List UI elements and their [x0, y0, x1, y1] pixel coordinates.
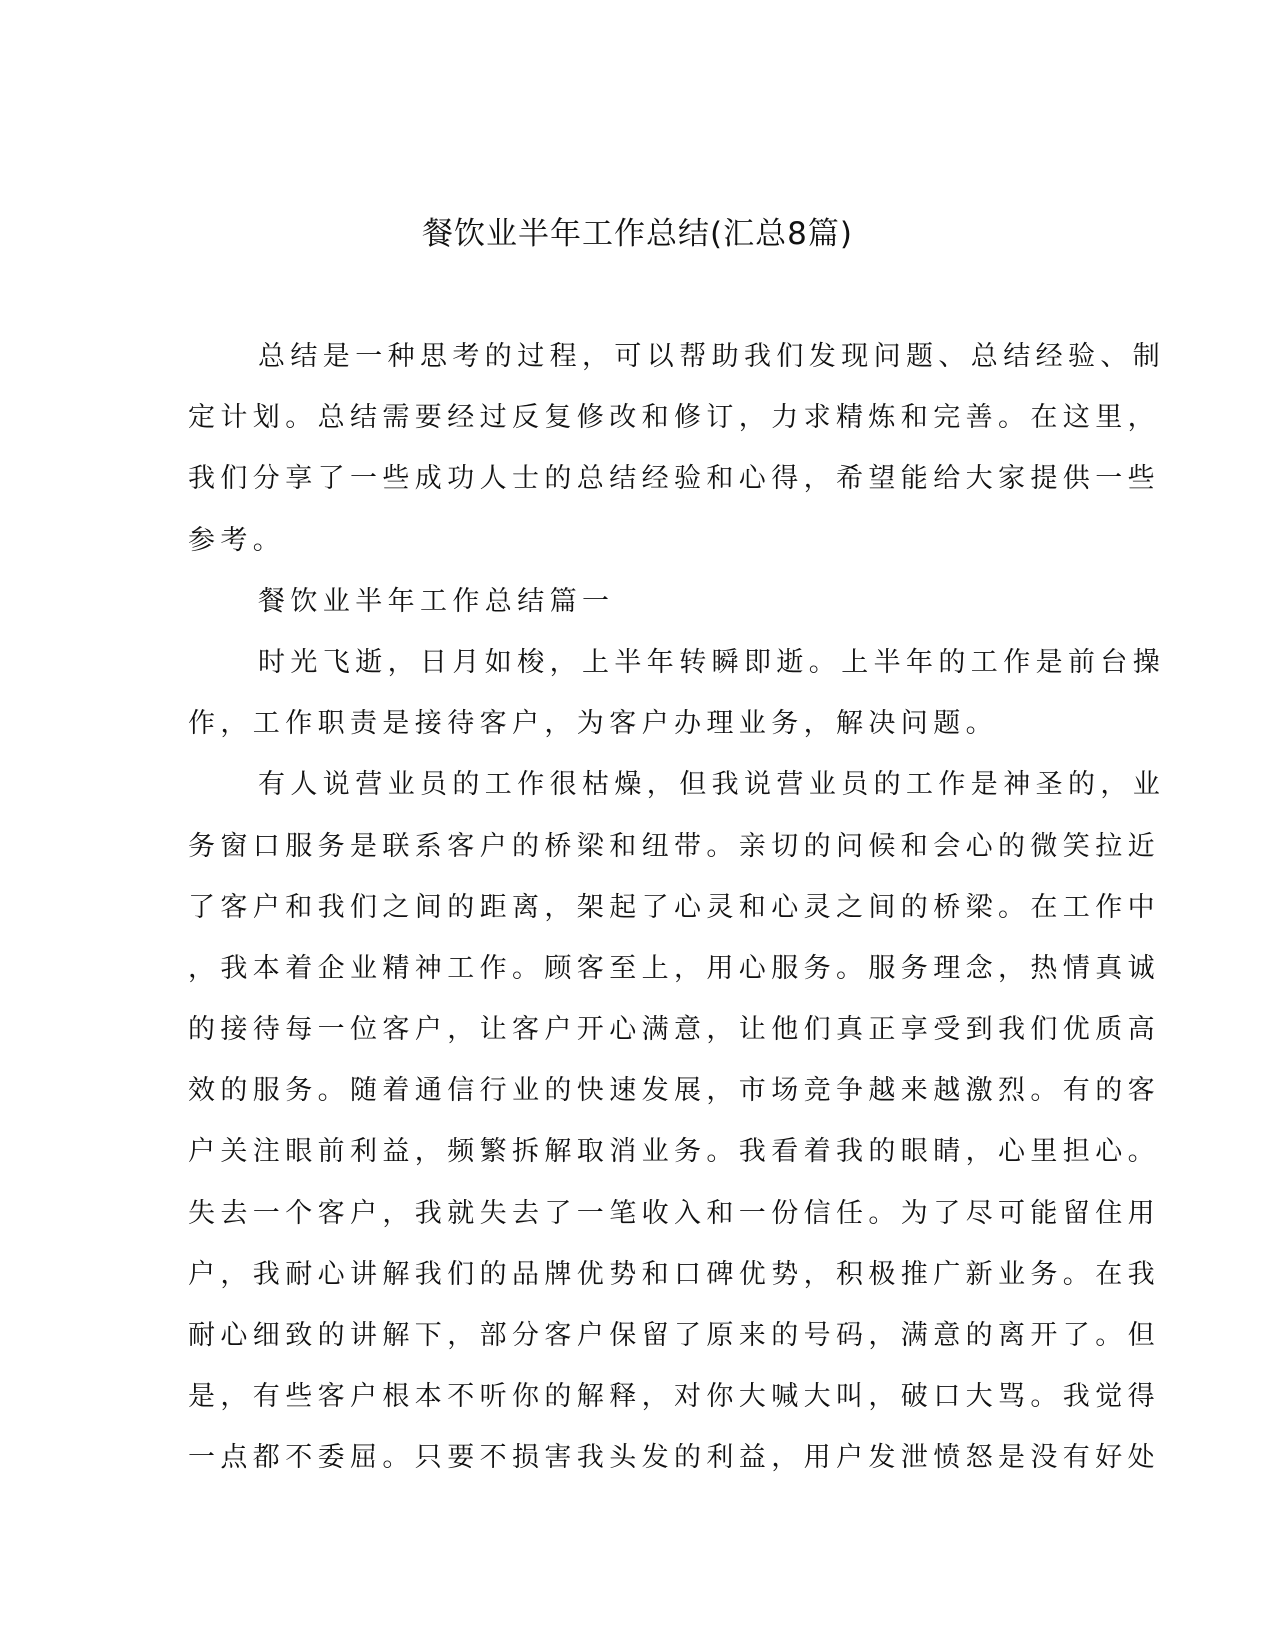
paragraph2-line: 失去一个客户，我就失去了一笔收入和一份信任。为了尽可能留住用 [188, 1197, 1160, 1229]
paragraph2-line: 耐心细致的讲解下，部分客户保留了原来的号码，满意的离开了。但 [188, 1320, 1160, 1351]
intro-line: 参考。 [188, 524, 286, 556]
intro-line: 定计划。总结需要经过反复修改和修订，力求精炼和完善。在这里， [188, 402, 1160, 434]
intro-line: 我们分享了一些成功人士的总结经验和心得，希望能给大家提供一些 [188, 463, 1160, 495]
section-heading: 餐饮业半年工作总结篇一 [258, 585, 615, 617]
paragraph1-line: 作，工作职责是接待客户，为客户办理业务，解决问题。 [188, 708, 998, 740]
paragraph2-line: 务窗口服务是联系客户的桥梁和纽带。亲切的问候和会心的微笑拉近 [188, 830, 1160, 862]
paragraph2-line: 是，有些客户根本不听你的解释，对你大喊大叫，破口大骂。我觉得 [188, 1381, 1160, 1413]
document-body [188, 326, 1166, 1489]
paragraph1-line: 时光飞逝，日月如梭，上半年转瞬即逝。上半年的工作是前台操 [258, 646, 1166, 678]
paragraph2-line: 效的服务。随着通信行业的快速发展，市场竞争越来越激烈。有的客 [188, 1075, 1160, 1107]
intro-line: 总结是一种思考的过程，可以帮助我们发现问题、总结经验、制 [258, 341, 1166, 372]
paragraph2-line: 户，我耐心讲解我们的品牌优势和口碑优势，积极推广新业务。在我 [188, 1258, 1160, 1290]
paragraph2-line: ，我本着企业精神工作。顾客至上，用心服务。服务理念，热情真诚 [188, 952, 1160, 984]
paragraph2-line: 有人说营业员的工作很枯燥，但我说营业员的工作是神圣的，业 [258, 769, 1166, 801]
paragraph2-line: 一点都不委屈。只要不损害我头发的利益，用户发泄愤怒是没有好处 [188, 1442, 1160, 1474]
paragraph2-line: 户关注眼前利益，频繁拆解取消业务。我看着我的眼睛，心里担心。 [188, 1136, 1160, 1168]
document-title: 餐饮业半年工作总结(汇总8篇) [422, 216, 853, 252]
paragraph2-line: 的接待每一位客户，让客户开心满意，让他们真正享受到我们优质高 [188, 1014, 1160, 1046]
paragraph2-line: 了客户和我们之间的距离，架起了心灵和心灵之间的桥梁。在工作中 [188, 891, 1160, 923]
